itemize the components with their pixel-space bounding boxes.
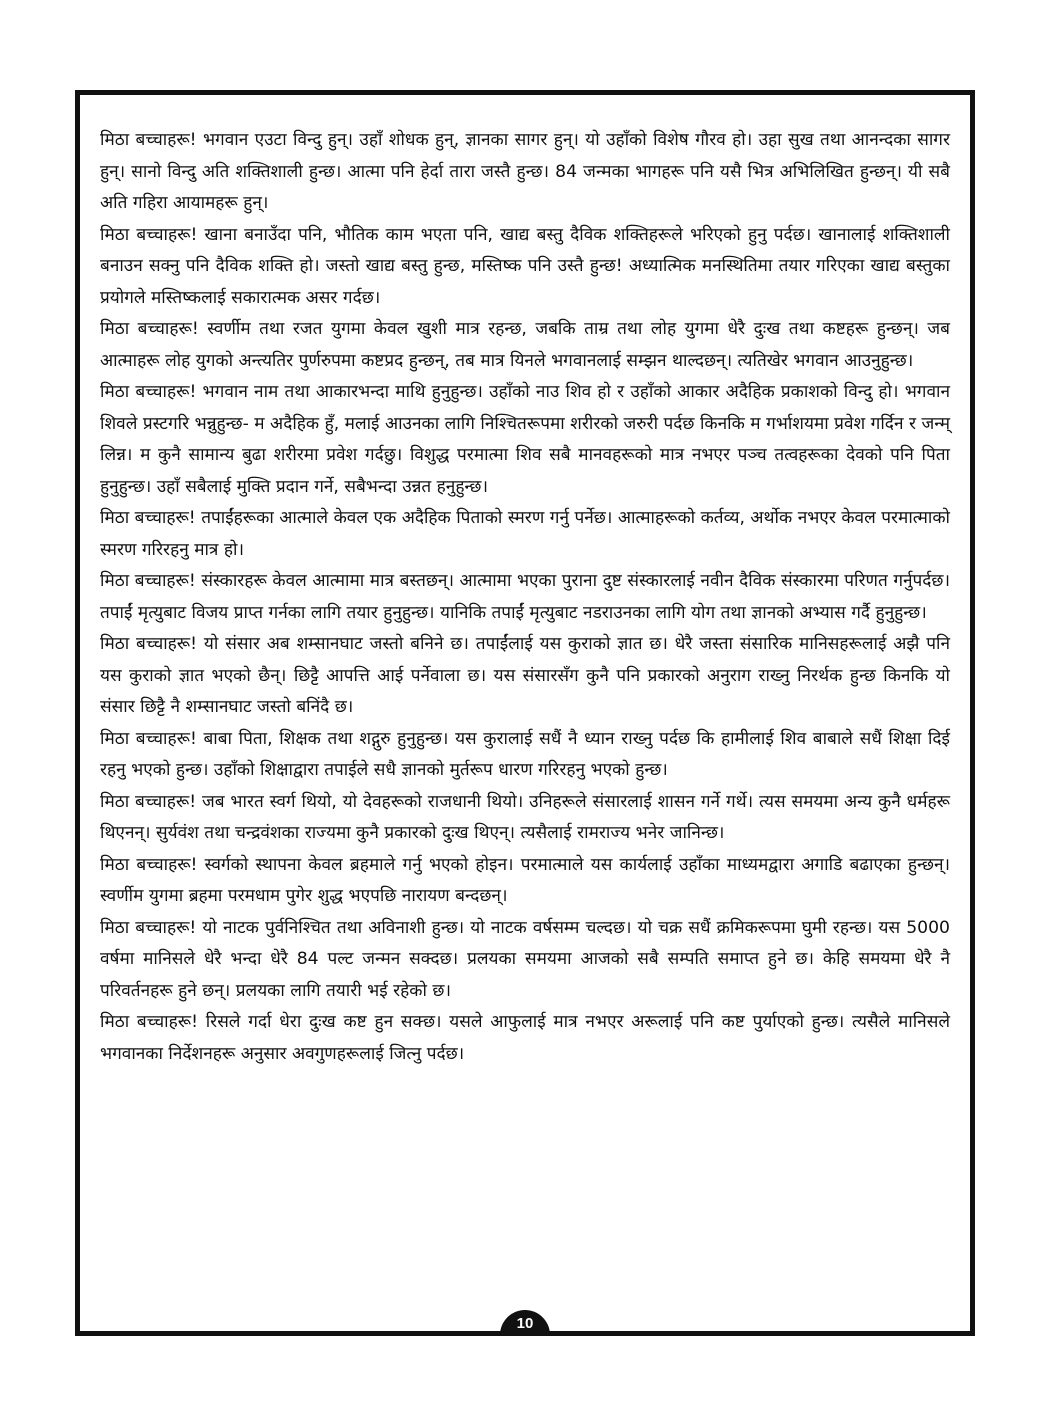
paragraph: मिठा बच्चाहरू! खाना बनाउँदा पनि, भौतिक काम भएता पनि, खाद्य बस्तु दैविक शक्तिहरूले भरिएको हुनु पर्दछ। खानालाई शक्तिशाली बनाउन सक्नु पनि दैविक शक्ति हो। जस्तो खाद्य बस्तु हुन्छ, मस्तिष्क पनि उस्तै हुन्छ! अध्यात्मिक मनस्थितिमा तयार गरिएका खाद्य बस्तुका प्रयोगले मस्तिष्कलाई सकारात्मक असर गर्दछ।	[100, 224, 950, 308]
paragraph: मिठा बच्चाहरू! तपाईंहरूका आत्माले केवल एक अदैहिक पिताको स्मरण गर्नु पर्नेछ। आत्माहरूको कर्तव्य, अर्थोक नभएर केवल परमात्माको स्मरण गरिरहनु मात्र हो।	[100, 508, 950, 560]
paragraph: मिठा बच्चाहरू! यो संसार अब शम्सानघाट जस्तो बनिने छ। तपाईंलाई यस कुराको ज्ञात छ। धेरै जस्ता संसारिक मानिसहरूलाई अझै पनि यस कुराको ज्ञात भएको छैन्। छिट्टै आपत्ति आई पर्नेवाला छ। यस संसारसँग कुनै पनि प्रकारको अनुराग राख्नु निरर्थक हुन्छ किनकि यो संसार छिट्टै नै शम्सानघाट जस्तो बनिंदै छ।	[100, 634, 951, 717]
paragraph: मिठा बच्चाहरू! संस्कारहरू केवल आत्मामा मात्र बस्तछन्। आत्मामा भएका पुराना दुष्ट संस्कारलाई नवीन दैविक संस्कारमा परिणत गर्नुपर्दछ। तपाईं मृत्युबाट विजय प्राप्त गर्नका लागि तयार हुनुहुन्छ। यानिकि तपाईं मृत्युबाट नडराउनका लागि योग तथा ज्ञानको अभ्यास गर्दै हुनुहुन्छ।	[100, 571, 950, 623]
paragraph: मिठा बच्चाहरू! रिसले गर्दा धेरा दुःख कष्ट हुन सक्छ। यसले आफुलाई मात्र नभएर अरूलाई पनि कष्ट पुर्याएको हुन्छ। त्यसैले मानिसले भगवानका निर्देशनहरू अनुसार अवगुणहरूलाई जित्नु पर्दछ।	[100, 1012, 950, 1064]
paragraph: मिठा बच्चाहरू! भगवान नाम तथा आकारभन्दा माथि हुनुहुन्छ। उहाँको नाउ शिव हो र उहाँको आकार अदैहिक प्रकाशको विन्दु हो। भगवान शिवले प्रस्टगरि भन्नुहुन्छ- म अदैहिक हुँ, मलाई आउनका लागि निश्चितरूपमा शरीरको जरुरी पर्दछ किनकि म गर्भाशयमा प्रवेश गर्दिन र जन्म् लिन्न। म कुनै सामान्य बुढा शरीरमा प्रवेश गर्दछु। विशुद्ध परमात्मा शिव सबै मानवहरूको मात्र नभएर पञ्च तत्वहरूका देवको पनि पिता हुनुहुन्छ। उहाँ सबैलाई मुक्ति प्रदान गर्ने, सबैभन्दा उन्नत हनुहुन्छ।	[100, 382, 950, 497]
page-number-badge: 10	[500, 1310, 550, 1336]
paragraph: मिठा बच्चाहरू! यो नाटक पुर्वनिश्चित तथा अविनाशी हुन्छ। यो नाटक वर्षसम्म चल्दछ। यो चक्र सधैं क्रमिकरूपमा घुमी रहन्छ। यस 5000 वर्षमा मानिसले धेरै भन्दा धेरै 84 पल्ट जन्मन सक्दछ। प्रलयका समयमा आजको सबै सम्पति समाप्त हुने छ। केहि समयमा धेरै नै परिवर्तनहरू हुने छन्। प्रलयका लागि तयारी भई रहेको छ।	[100, 917, 950, 1001]
paragraph: मिठा बच्चाहरू! बाबा पिता, शिक्षक तथा शद्गुरु हुनुहुन्छ। यस कुरालाई सधैं नै ध्यान राख्नु पर्दछ कि हामीलाई शिव बाबाले सधैं शिक्षा दिई रहनु भएको हुन्छ। उहाँको शिक्षाद्वारा तपाईले सधै ज्ञानको मुर्तरूप धारण गरिरहनु भएको हुन्छ।	[100, 728, 950, 780]
paragraph: मिठा बच्चाहरू! स्वर्णीम तथा रजत युगमा केवल खुशी मात्र रहन्छ, जबकि ताम्र तथा लोह युगमा धेरै दुःख तथा कष्टहरू हुन्छन्। जब आत्माहरू लोह युगको अन्त्यतिर पुर्णरुपमा कष्टप्रद हुन्छन्, तब मात्र यिनले भगवानलाई सम्झन थाल्दछन्। त्यतिखेर भगवान आउनुहुन्छ।	[100, 319, 950, 371]
paragraph: मिठा बच्चाहरू! भगवान एउटा विन्दु हुन्। उहाँ शोधक हुन्, ज्ञानका सागर हुन्। यो उहाँको विशेष गौरव हो। उहा सुख तथा आनन्दका सागर हुन्। सानो विन्दु अति शक्तिशाली हुन्छ। आत्मा पनि हेर्दा तारा जस्तै हुन्छ। 84 जन्मका भागहरू पनि यसै भित्र अभिलिखित हुन्छन्। यी सबै अति गहिरा आयामहरू हुन्।	[100, 130, 950, 213]
paragraph: मिठा बच्चाहरू! जब भारत स्वर्ग थियो, यो देवहरूको राजधानी थियो। उनिहरूले संसारलाई शासन गर्ने गर्थे। त्यस समयमा अन्य कुनै धर्महरू थिएनन्। सुर्यवंश तथा चन्द्रवंशका राज्यमा कुनै प्रकारको दुःख थिएन्। त्यसैलाई रामराज्य भनेर जानिन्छ।	[100, 791, 950, 843]
page-content	[100, 125, 950, 1070]
page-frame	[75, 90, 975, 1336]
paragraph: मिठा बच्चाहरू! स्वर्गको स्थापना केवल ब्रहमाले गर्नु भएको होइन। परमात्माले यस कार्यलाई उहाँका माध्यमद्वारा अगाडि बढाएका हुन्छन्। स्वर्णीम युगमा ब्रहमा परमधाम पुगेर शुद्ध भएपछि नारायण बन्दछन्।	[100, 854, 950, 906]
